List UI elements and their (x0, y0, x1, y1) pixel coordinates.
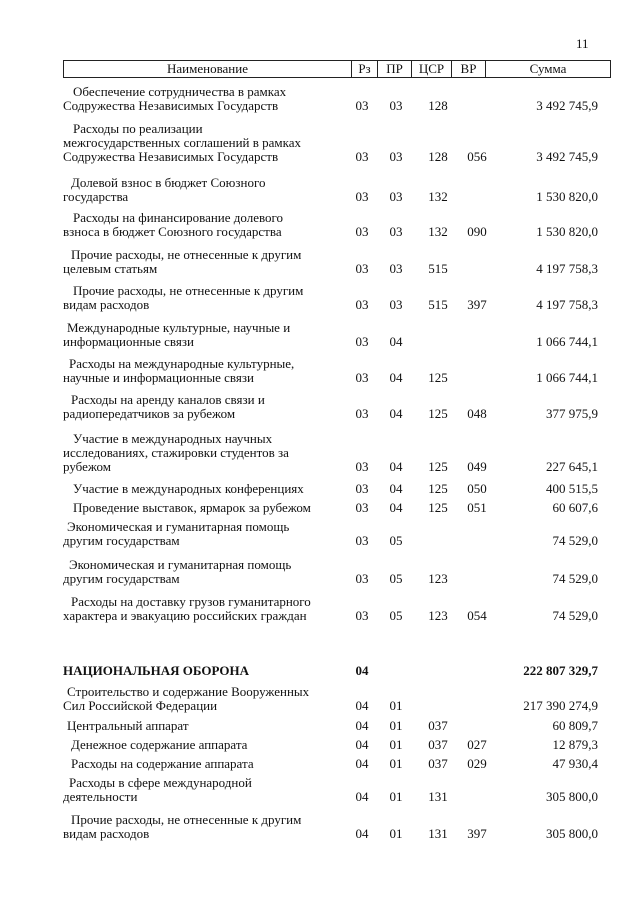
cell-pr: 04 (389, 500, 403, 515)
row-name (63, 776, 338, 804)
cell-vr: 054 (467, 608, 487, 623)
column-header-name: Наименование (64, 61, 352, 77)
row-name (63, 595, 338, 623)
column-header-csr: ЦСР (412, 61, 452, 77)
cell-rz: 03 (355, 297, 369, 312)
cell-sum: 377 975,9 (546, 406, 598, 421)
cell-pr: 03 (389, 98, 403, 113)
cell-sum: 222 807 329,7 (523, 663, 598, 678)
cell-pr: 01 (389, 826, 403, 841)
cell-sum: 4 197 758,3 (536, 297, 598, 312)
cell-csr: 125 (428, 459, 448, 474)
cell-vr: 397 (467, 297, 487, 312)
cell-pr: 04 (389, 459, 403, 474)
row-name (63, 501, 338, 515)
row-name-line: Содружества Независимых Государств (63, 98, 279, 113)
row-name-line: НАЦИОНАЛЬНАЯ ОБОРОНА (63, 663, 249, 678)
cell-rz: 03 (355, 149, 369, 164)
row-name-line: Долевой взнос в бюджет Союзного (71, 175, 266, 190)
cell-csr: 125 (428, 500, 448, 515)
cell-pr: 01 (389, 718, 403, 733)
row-name-line: другим государствам (63, 571, 180, 586)
row-name-line: Участие в международных конференциях (73, 481, 304, 496)
row-name-line: исследованиях, стажировки студентов за (63, 445, 289, 460)
cell-rz: 03 (355, 98, 369, 113)
cell-vr: 029 (467, 756, 487, 771)
row-name-line: Обеспечение сотрудничества в рамках (73, 84, 287, 99)
cell-sum: 1 066 744,1 (536, 370, 598, 385)
row-name-line: Прочие расходы, не отнесенные к другим (71, 812, 302, 827)
row-name-line: Расходы по реализации (73, 121, 203, 136)
cell-vr: 056 (467, 149, 487, 164)
cell-pr: 05 (389, 571, 403, 586)
cell-rz: 03 (355, 608, 369, 623)
cell-csr: 131 (428, 789, 448, 804)
cell-csr: 037 (428, 756, 448, 771)
cell-pr: 03 (389, 149, 403, 164)
cell-rz: 04 (355, 789, 369, 804)
row-name-line: радиопередатчиков за рубежом (63, 406, 236, 421)
cell-rz: 03 (355, 224, 369, 239)
cell-rz: 03 (355, 370, 369, 385)
cell-sum: 4 197 758,3 (536, 261, 598, 276)
column-header-vr: ВР (452, 61, 486, 77)
cell-csr: 132 (428, 189, 448, 204)
cell-sum: 217 390 274,9 (523, 698, 598, 713)
cell-pr: 05 (389, 533, 403, 548)
row-name (63, 176, 338, 204)
column-header-rz: Рз (352, 61, 378, 77)
cell-rz: 04 (355, 737, 369, 752)
cell-pr: 05 (389, 608, 403, 623)
cell-rz: 03 (355, 533, 369, 548)
cell-csr: 515 (428, 261, 448, 276)
row-name (63, 321, 338, 349)
cell-rz: 04 (355, 756, 369, 771)
row-name-line: Денежное содержание аппарата (71, 737, 248, 752)
cell-csr: 125 (428, 406, 448, 421)
row-name-line: рубежом (63, 459, 112, 474)
row-name-line: Расходы в сфере международной (69, 775, 252, 790)
cell-vr: 027 (467, 737, 487, 752)
row-name-line: Сил Российской Федерации (63, 698, 218, 713)
row-name (63, 211, 338, 239)
row-name (63, 393, 338, 421)
row-name (63, 357, 338, 385)
cell-vr: 048 (467, 406, 487, 421)
cell-sum: 1 066 744,1 (536, 334, 598, 349)
cell-pr: 01 (389, 737, 403, 752)
cell-csr: 128 (428, 98, 448, 113)
column-header-sum: Сумма (529, 61, 567, 76)
row-name (63, 284, 338, 312)
row-name-line: Расходы на доставку грузов гуманитарного (71, 594, 311, 609)
cell-rz: 03 (355, 334, 369, 349)
cell-rz: 03 (355, 481, 369, 496)
row-name (63, 757, 338, 771)
row-name-line: Расходы на международные культурные, (69, 356, 295, 371)
cell-csr: 128 (428, 149, 448, 164)
cell-sum: 305 800,0 (546, 789, 598, 804)
cell-sum: 227 645,1 (546, 459, 598, 474)
cell-rz: 04 (355, 826, 369, 841)
row-name-line: характера и эвакуацию российских граждан (63, 608, 307, 623)
row-name-line: Строительство и содержание Вооруженных (67, 684, 310, 699)
row-name-line: Содружества Независимых Государств (63, 149, 279, 164)
cell-csr: 132 (428, 224, 448, 239)
row-name-line: Международные культурные, научные и (67, 320, 291, 335)
cell-csr: 125 (428, 370, 448, 385)
row-name-line: видам расходов (63, 826, 150, 841)
cell-rz: 03 (355, 406, 369, 421)
cell-pr: 01 (389, 756, 403, 771)
cell-csr: 131 (428, 826, 448, 841)
row-name (63, 122, 338, 164)
cell-sum: 47 930,4 (552, 756, 598, 771)
row-name-line: Прочие расходы, не отнесенные к другим (73, 283, 304, 298)
row-name-line: межгосударственных соглашений в рамках (63, 135, 302, 150)
row-name (63, 85, 338, 113)
cell-pr: 04 (389, 334, 403, 349)
cell-vr: 051 (467, 500, 487, 515)
row-name (63, 482, 338, 496)
cell-csr: 125 (428, 481, 448, 496)
cell-vr: 397 (467, 826, 487, 841)
row-name-line: видам расходов (63, 297, 150, 312)
cell-pr: 04 (389, 370, 403, 385)
cell-pr: 04 (389, 481, 403, 496)
row-name (63, 685, 338, 713)
cell-rz: 04 (355, 718, 369, 733)
cell-csr: 515 (428, 297, 448, 312)
row-name-line: Расходы на аренду каналов связи и (71, 392, 265, 407)
column-header-pr: ПР (378, 61, 412, 77)
row-name-line: информационные связи (63, 334, 194, 349)
cell-csr: 123 (428, 608, 448, 623)
cell-pr: 03 (389, 224, 403, 239)
cell-pr: 01 (389, 698, 403, 713)
row-name-line: другим государствам (63, 533, 180, 548)
row-name-line: Прочие расходы, не отнесенные к другим (71, 247, 302, 262)
cell-rz: 04 (355, 698, 369, 713)
cell-csr: 037 (428, 737, 448, 752)
cell-sum: 305 800,0 (546, 826, 598, 841)
cell-pr: 04 (389, 406, 403, 421)
cell-sum: 3 492 745,9 (536, 149, 598, 164)
row-name (63, 520, 338, 548)
row-name (63, 432, 338, 474)
row-name (63, 664, 338, 678)
cell-sum: 60 809,7 (552, 718, 598, 733)
row-name-line: Экономическая и гуманитарная помощь (69, 557, 292, 572)
row-name-line: научные и информационные связи (63, 370, 254, 385)
row-name-line: Экономическая и гуманитарная помощь (67, 519, 290, 534)
row-name-line: государства (63, 189, 129, 204)
cell-pr: 03 (389, 189, 403, 204)
cell-rz: 03 (355, 571, 369, 586)
cell-sum: 74 529,0 (552, 571, 598, 586)
cell-rz: 03 (355, 189, 369, 204)
cell-sum: 1 530 820,0 (536, 224, 598, 239)
cell-csr: 123 (428, 571, 448, 586)
cell-sum: 60 607,6 (552, 500, 598, 515)
cell-sum: 12 879,3 (552, 737, 598, 752)
cell-pr: 03 (389, 297, 403, 312)
cell-csr: 037 (428, 718, 448, 733)
cell-pr: 01 (389, 789, 403, 804)
cell-sum: 74 529,0 (552, 608, 598, 623)
row-name-line: Расходы на финансирование долевого (73, 210, 284, 225)
cell-vr: 090 (467, 224, 487, 239)
cell-vr: 050 (467, 481, 487, 496)
page-number: 11 (576, 36, 589, 51)
row-name-line: Проведение выставок, ярмарок за рубежом (73, 500, 311, 515)
cell-sum: 1 530 820,0 (536, 189, 598, 204)
cell-rz: 04 (355, 663, 369, 678)
cell-sum: 3 492 745,9 (536, 98, 598, 113)
cell-sum: 74 529,0 (552, 533, 598, 548)
cell-pr: 03 (389, 261, 403, 276)
row-name-line: Расходы на содержание аппарата (71, 756, 254, 771)
row-name (63, 738, 338, 752)
cell-rz: 03 (355, 459, 369, 474)
row-name-line: Центральный аппарат (67, 718, 189, 733)
row-name (63, 558, 338, 586)
row-name-line: Участие в международных научных (73, 431, 273, 446)
cell-rz: 03 (355, 500, 369, 515)
row-name-line: деятельности (63, 789, 138, 804)
row-name (63, 248, 338, 276)
row-name (63, 719, 338, 733)
cell-vr: 049 (467, 459, 487, 474)
row-name-line: целевым статьям (63, 261, 158, 276)
row-name (63, 813, 338, 841)
row-name-line: взноса в бюджет Союзного государства (63, 224, 282, 239)
cell-rz: 03 (355, 261, 369, 276)
cell-sum: 400 515,5 (546, 481, 598, 496)
